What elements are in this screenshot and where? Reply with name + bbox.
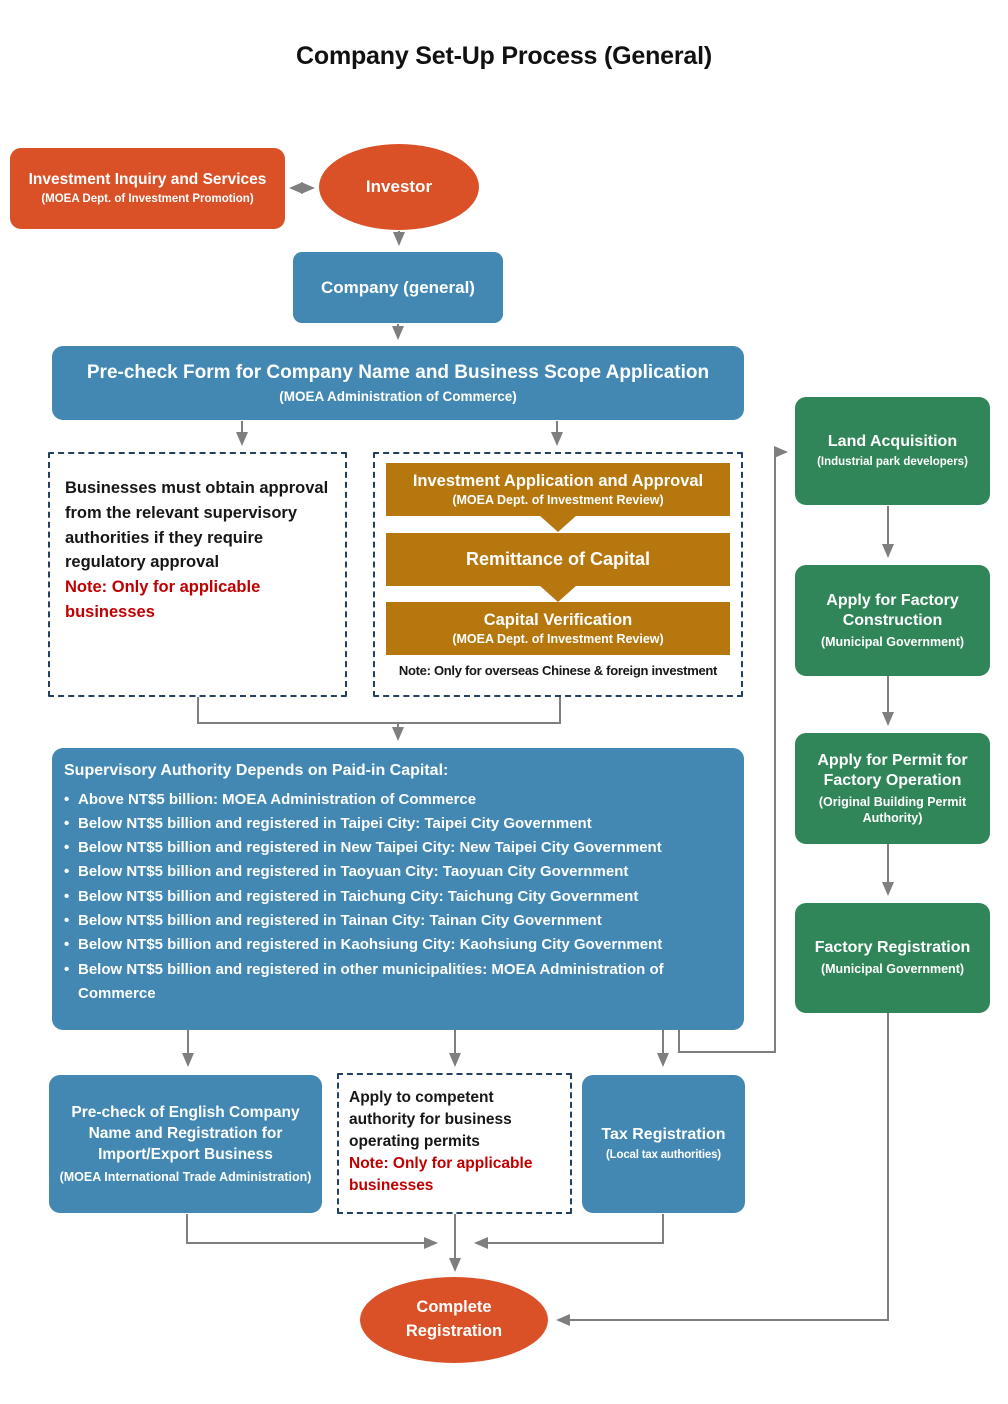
list-item: • Below NT$5 billion and registered in Taichung City: Taichung City Government [64,885,732,909]
line-merge-dashed-boxes [198,697,560,723]
node-title: Investment Inquiry and Services [28,170,267,188]
node-title: Remittance of Capital [465,549,651,570]
node-subtitle: (MOEA Dept. of Investment Review) [452,493,664,508]
node-subtitle: (MOEA International Trade Administration) [59,1169,312,1184]
node-subtitle: (MOEA Administration of Commerce) [279,388,517,404]
triangle-down-icon [539,515,577,532]
list-item: • Below NT$5 billion and registered in Taoyuan City: Taoyuan City Government [64,860,732,884]
node-investor [319,144,479,230]
node-subtitle: (Municipal Government) [820,634,965,649]
requirement-note: Note: Only for applicable businesses [65,578,261,621]
node-title: Factory Registration [814,939,971,957]
list-item: • Below NT$5 billion and registered in Tainan City: Tainan City Government [64,909,732,933]
node-subtitle: (MOEA Dept. of Investment Promotion) [41,193,254,206]
node-subtitle: (Municipal Government) [820,962,965,977]
node-land-acquisition [795,397,990,505]
permits-text: Apply to competent authority for business operating permits [349,1089,512,1150]
supervisory-list [64,788,732,1007]
investment-flow-note: Note: Only for overseas Chinese & foreign investment [398,663,718,678]
permits-note: Note: Only for applicable businesses [349,1155,533,1194]
node-tax-registration [582,1075,745,1213]
node-subtitle: (Original Building Permit Authority) [818,794,967,825]
node-investment-inquiry [10,148,285,229]
node-investment-application [386,463,730,516]
node-subtitle: (MOEA Dept. of Investment Review) [452,632,664,647]
triangle-down-icon [539,585,577,602]
list-item: • Above NT$5 billion: MOEA Administration of Commerce [64,788,732,812]
node-title: Pre-check Form for Company Name and Business Scope Application [86,361,710,383]
node-title: Tax Registration [601,1126,726,1144]
node-english-precheck [49,1075,322,1213]
supervisory-title: Supervisory Authority Depends on Paid-in Capital: [64,762,449,779]
node-company-general [293,252,503,323]
node-title: Land Acquisition [827,433,958,451]
node-precheck-form [52,346,744,420]
node-approval-requirement [48,452,347,697]
arrow-english-complete [187,1214,436,1243]
list-item: • Below NT$5 billion and registered in other municipalities: MOEA Administration of Commerce [64,958,732,1007]
node-supervisory-authority [52,748,744,1030]
node-title: Apply for Permit for Factory Operation [817,751,968,789]
node-factory-operation-permit [795,733,990,844]
list-item: • Below NT$5 billion and registered in Taipei City: Taipei City Government [64,812,732,836]
page-title: Company Set-Up Process (General) [296,42,712,70]
node-title: Apply for Factory Construction [826,591,959,629]
requirement-text: Businesses must obtain approval from the relevant supervisory authorities if they require regulatory approval [65,479,329,572]
node-subtitle: (Local tax authorities) [606,1149,721,1162]
node-title: Capital Verification [483,610,633,629]
node-factory-construction [795,565,990,676]
list-item: • Below NT$5 billion and registered in New Taipei City: New Taipei City Government [64,836,732,860]
node-subtitle: (Industrial park developers) [817,456,968,469]
node-title: Company (general) [321,277,475,297]
node-factory-registration [795,903,990,1013]
node-title: Complete Registration [405,1298,503,1340]
arrow-tax-complete [476,1214,663,1243]
node-title: Pre-check of English Company Name and Registration for Import/Export Business [71,1103,300,1163]
node-capital-verification [386,602,730,655]
list-item: • Below NT$5 billion and registered in Kaohsiung City: Kaohsiung City Government [64,933,732,957]
node-complete-registration [360,1277,548,1363]
node-title: Investment Application and Approval [412,471,704,490]
node-remittance-capital [386,533,730,586]
node-title: Investor [365,177,433,197]
node-operating-permits [337,1073,572,1214]
